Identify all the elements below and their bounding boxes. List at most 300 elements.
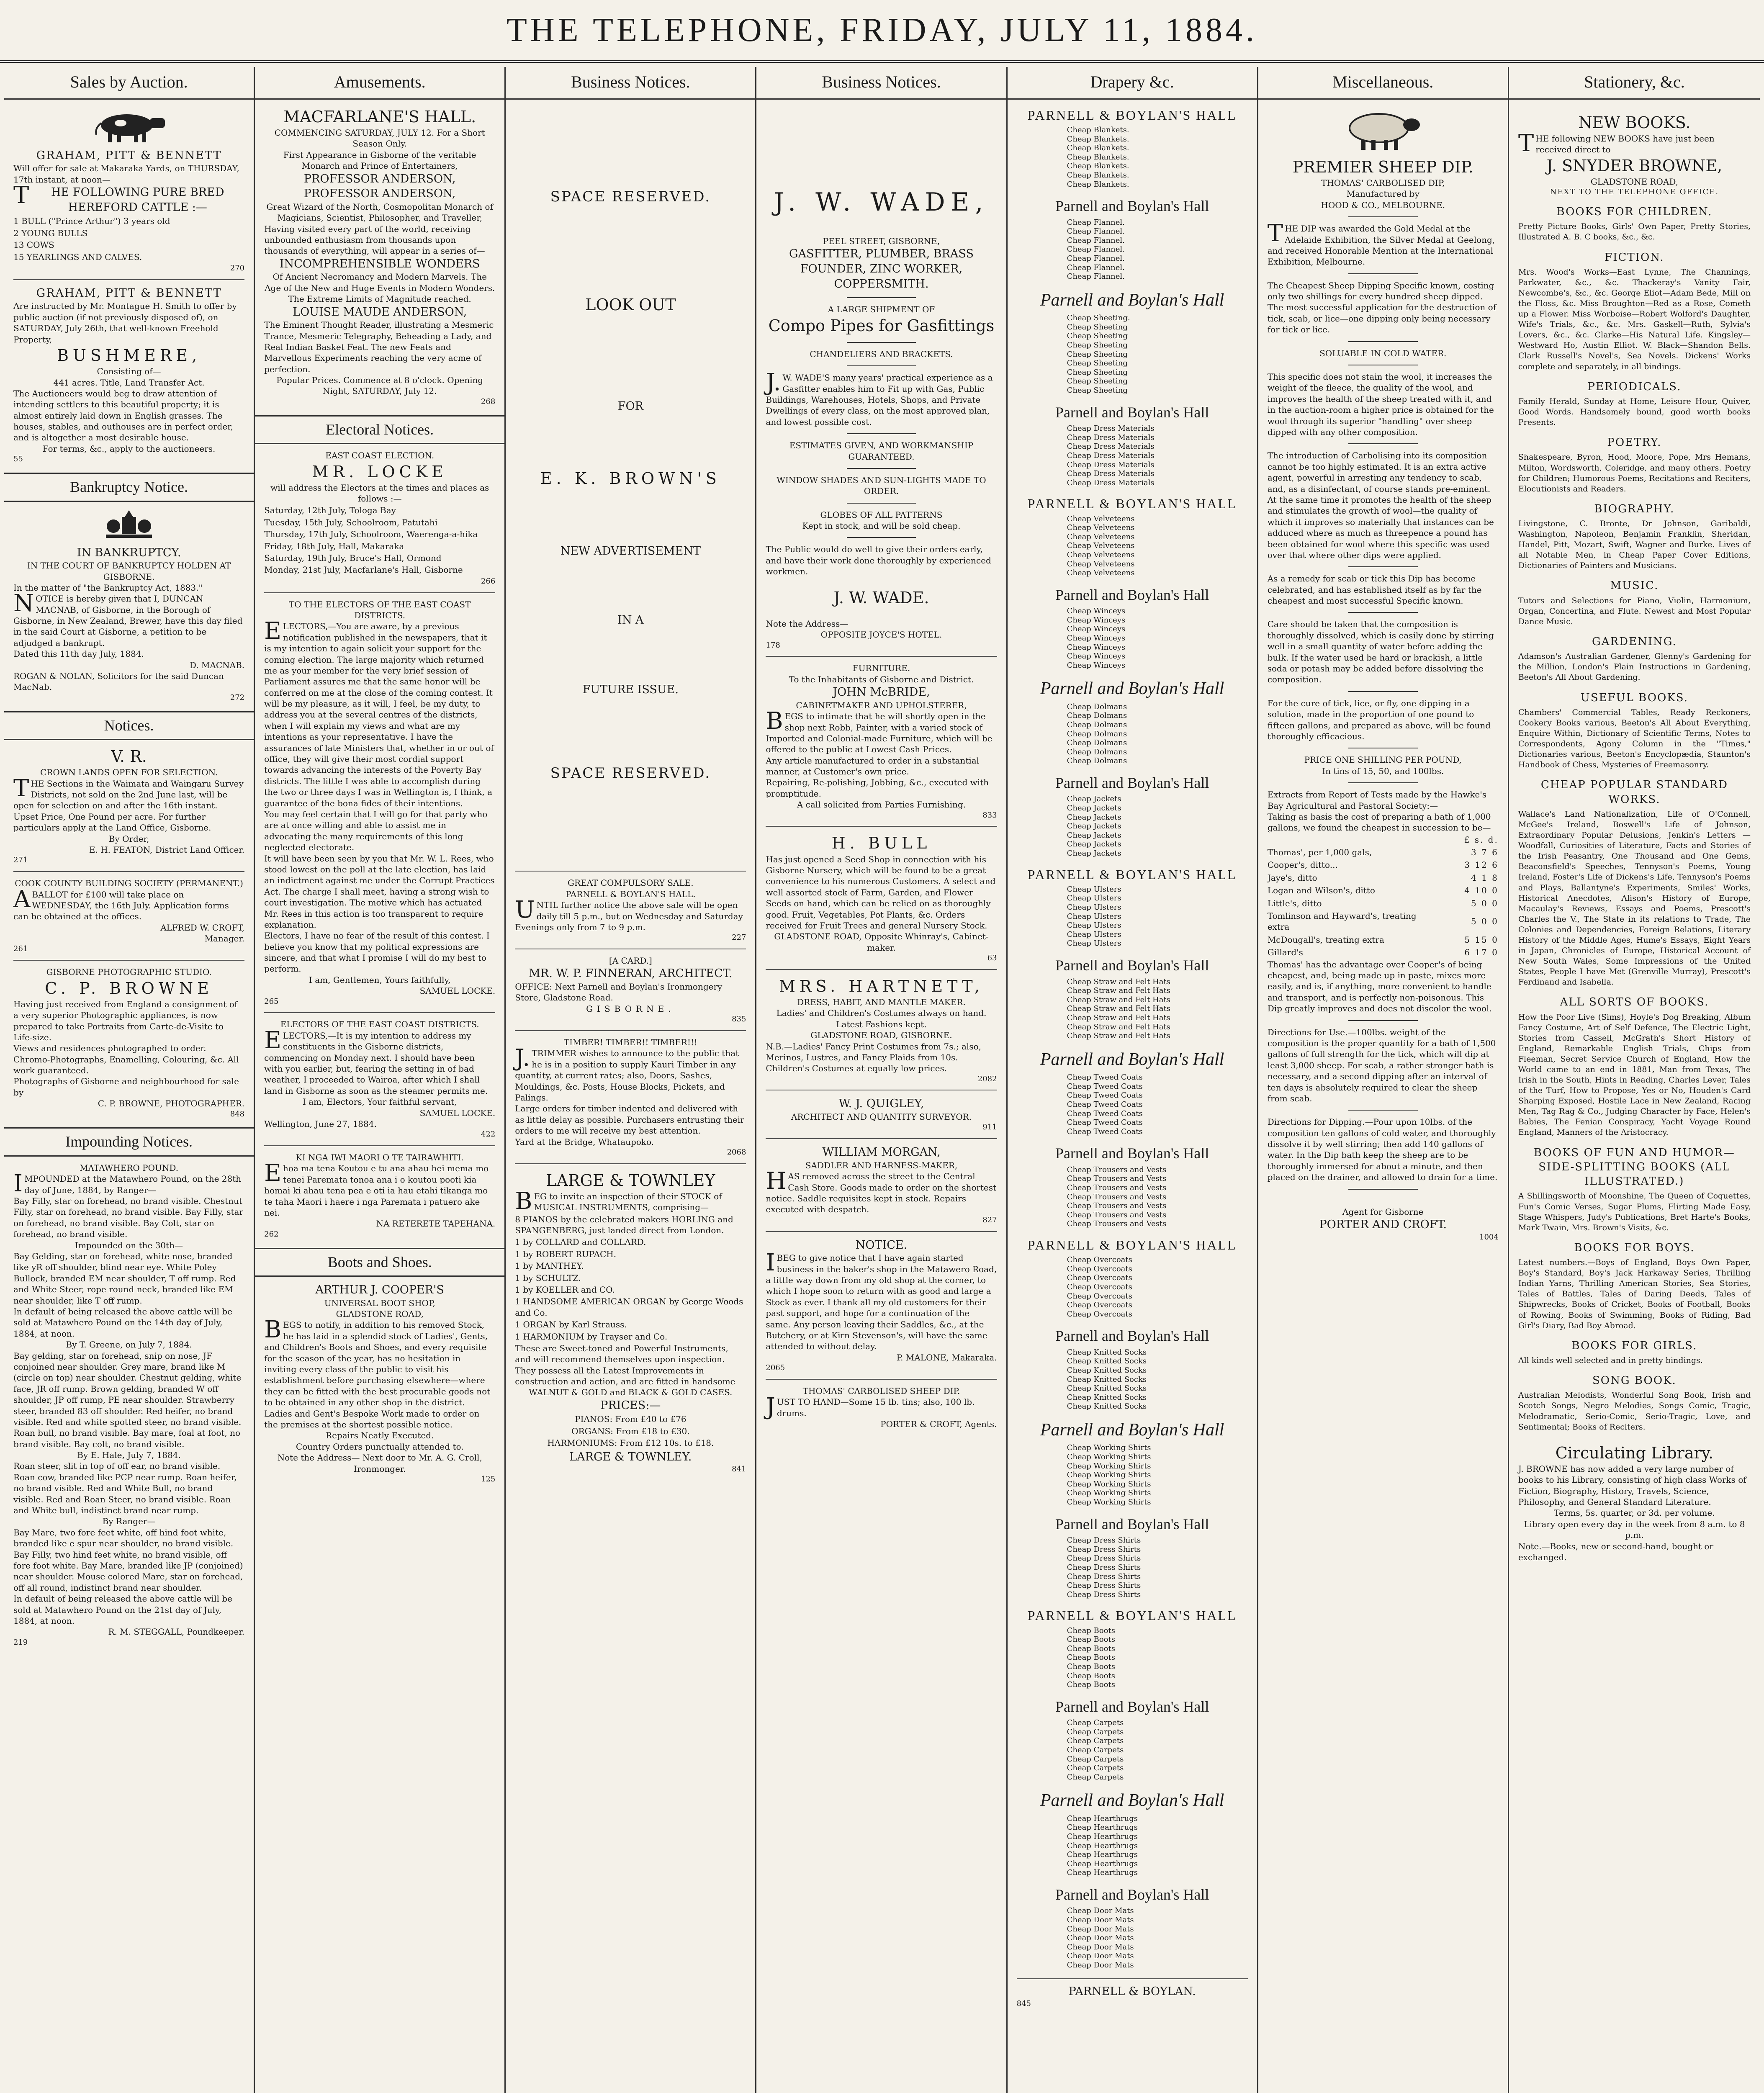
list-item: Cheap Dress Shirts xyxy=(1067,1554,1141,1563)
list-item: Cheap Dress Materials xyxy=(1067,478,1155,487)
drapery-group-title: Parnell and Boylan's Hall xyxy=(1040,679,1224,699)
drapery-group-title: PARNELL & BOYLAN'S HALL xyxy=(1027,867,1237,882)
page-columns xyxy=(4,67,1760,2093)
list-item: Cheap Ulsters xyxy=(1067,885,1121,894)
drapery-items xyxy=(1067,1073,1248,1136)
list-item: Cheap Trousers and Vests xyxy=(1067,1174,1167,1183)
list-item: Cheap Dolmans xyxy=(1067,738,1127,748)
book-genre-list: Livingstone, C. Bronte, Dr Johnson, Garibaldi, Washington, Napoleon, Benjamin Franklin, Sheridan, Handel, Pitt, Mozart, Swift, Wagner and Burke. Lives of all Notable Men, in Cheap Paper Cover Editions, Dictionaries of Painters and Musicians. xyxy=(1518,519,1751,571)
list-item: Cheap Jackets xyxy=(1067,813,1121,822)
list-item: Cheap Overcoats xyxy=(1067,1309,1132,1319)
space-reserved: SPACE RESERVED. xyxy=(550,188,711,205)
impound-default: In default of being released the above cattle will be sold at Matawhero Pound on the 14th day of July, 1884, at noon. xyxy=(13,1306,232,1339)
brown-look-out: LOOK OUT xyxy=(585,295,676,314)
dip-cost-table xyxy=(1268,833,1499,959)
card-label: [A CARD.] xyxy=(609,956,652,966)
letter-heading: ELECTORS OF THE EAST COAST DISTRICTS. xyxy=(280,1019,479,1030)
list-item: Cheap Flannel. xyxy=(1067,272,1125,281)
quigley-ad xyxy=(766,1090,997,1132)
drapery-group xyxy=(1017,677,1248,766)
list-item: Cheap Dress Shirts xyxy=(1067,1572,1141,1581)
list-item: Friday, 18th July, Hall, Makaraka xyxy=(264,541,404,551)
divider xyxy=(1348,273,1418,274)
dip-dipping: Directions for Dipping.—Pour upon 10lbs. of the composition ten gallons of cold water, and thoroughly dissolve it by well stirring; then add 140 gallons of water. In the Dip bath keep the sheep are to be thoroughly immersed for about a minute, and then placed on the drainer, and allowed to drain for a time. xyxy=(1267,1117,1498,1183)
book-genre-heading: BOOKS FOR BOYS. xyxy=(1574,1241,1695,1254)
books-intro: THE following NEW BOOKS have just been received direct to xyxy=(1518,129,1715,157)
auctioneer-firm: GRAHAM, PITT & BENNETT xyxy=(36,149,222,162)
list-item: Cheap Velveteens xyxy=(1067,523,1135,532)
show-prices: Popular Prices. Commence at 8 o'clock. Opening Night, SATURDAY, July 12. xyxy=(276,375,483,396)
poundkeeper: R. M. STEGGALL, Poundkeeper. xyxy=(108,1627,245,1637)
performer-name: PROFESSOR ANDERSON, xyxy=(303,187,456,201)
list-item: Cheap Working Shirts xyxy=(1067,1471,1151,1480)
studio-body: Having just received from England a consignment of a very superior Photographic appliances, is now prepared to take Portraits from Carte-de-Visite to Life-size. xyxy=(13,999,238,1042)
list-item: Cheap Sheeting xyxy=(1067,350,1128,359)
list-item: Cheap Carpets xyxy=(1067,1727,1124,1736)
lt-name: LARGE & TOWNLEY xyxy=(546,1171,715,1190)
impound-by: By Ranger— xyxy=(102,1516,156,1527)
drapery-items xyxy=(1067,1718,1248,1782)
book-genre-list: Family Herald, Sunday at Home, Leisure Hour, Quiver, Good Words. Handsomely bound, good worth books Presents. xyxy=(1518,396,1751,427)
ad-ref: 270 xyxy=(230,264,245,273)
table-cell: 4 1 8 xyxy=(1471,872,1499,883)
list-item: Cheap Flannel. xyxy=(1067,227,1125,236)
impound-intro: IMPOUNDED at the Matawhero Pound, on the 28th day of June, 1884, by Ranger— xyxy=(13,1170,242,1198)
impound-default: In default of being released the above cattle will be sold at Matawhero Pound on the 21st day of July, 1884, at noon. xyxy=(13,1594,232,1626)
list-item: Cheap Overcoats xyxy=(1067,1273,1132,1283)
dip-remedy: As a remedy for scab or tick this Dip has become celebrated, and has established itself as by far the cheapest and most successful Specific known. xyxy=(1267,573,1482,606)
pound-name: MATAWHERO POUND. xyxy=(80,1162,179,1173)
list-item: Cheap Dress Shirts xyxy=(1067,1590,1141,1599)
list-item: PIANOS: From £40 to £76 xyxy=(575,1414,687,1424)
book-genre-list: Latest numbers.—Boys of England, Boys Own Paper, Boy's Standard, Boy's Jack Harkaway Series, Thrilling Indian Yarns, Thrilling American Stories, Sea Stories, Tales of Battles, Tales of Daring Deeds, Tales of Shipwrecks, Books of Cricket, Books of Football, Books of Rowing, Books of Swimming, Books of Riding, Bad Girl's Diary, Bad Boy Abroad. xyxy=(1518,1258,1751,1330)
list-item: Cheap Dress Materials xyxy=(1067,442,1155,451)
studio-sign: C. P. BROWNE, PHOTOGRAPHER. xyxy=(98,1098,245,1109)
list-item: HARMONIUMS: From £12 10s. to £18. xyxy=(547,1438,714,1448)
drapery-items xyxy=(1067,1165,1248,1229)
drapery-group-title: Parnell and Boylan's Hall xyxy=(1055,404,1209,421)
list-item: Cheap Dress Materials xyxy=(1067,451,1155,460)
dressmaker-ad xyxy=(766,969,997,1084)
list-item: Cheap Door Mats xyxy=(1067,1934,1134,1943)
list-item: Cheap Door Mats xyxy=(1067,1961,1134,1970)
wade-ad xyxy=(766,106,997,651)
shop-name: UNIVERSAL BOOT SHOP, xyxy=(324,1298,435,1308)
drapery-group xyxy=(1017,1326,1248,1411)
column-heading: Sales by Auction. xyxy=(4,67,254,100)
book-genre-list: All kinds well selected and in pretty bindings. xyxy=(1518,1355,1703,1365)
list-item: Cheap Carpets xyxy=(1067,1736,1124,1746)
drapery-items xyxy=(1067,1626,1248,1689)
ad-ref: 841 xyxy=(732,1465,746,1474)
table-cell: Jaye's, ditto xyxy=(1267,872,1317,883)
dressmaker-nb: N.B.—Ladies' Fancy Print Costumes from 7s.; also, Merinos, Lustres, and Fancy Plaids from 10s. Children's Costumes at equally low prices. xyxy=(766,1041,981,1074)
list-item: Cheap Working Shirts xyxy=(1067,1498,1151,1507)
show-wonders-body: Of Ancient Necromancy and Modern Marvels. The Age of the New and Huge Events in Modern Wonders. The Extreme Limits of Magnitude reached. xyxy=(265,272,495,304)
drapery-items xyxy=(1067,424,1248,487)
dip-manufactured: Manufactured by xyxy=(1346,189,1419,199)
impound-items: Bay Gelding, star on forehead, white nose, branded like yR off shoulder, blind near eye. White Poley Bullock, branded EM near shoulder, T off rump. Red and White Steer, rope round neck, branded like EM near shoulder, like T off rump. xyxy=(13,1251,236,1306)
divider xyxy=(1348,691,1418,692)
malone-notice xyxy=(766,1231,997,1373)
society-title: COOK COUNTY BUILDING SOCIETY (PERMANENT.) xyxy=(15,878,243,889)
table-cell: 3 12 6 xyxy=(1464,860,1499,870)
maori-heading: KI NGA IWI MAORI O TE TAIRAWHITI. xyxy=(296,1152,464,1163)
dip-advantage: Thomas' has the advantage over Cooper's of being cheapest, and, being made up in paste, mixes more easily, and is, if anything, more convenient to handle and transport, and is perfectly non-poisonous. This Dip greatly improves and does not discolor the wool. xyxy=(1267,959,1492,1014)
crown-lands-notice xyxy=(13,746,244,865)
ad-ref: 219 xyxy=(13,1638,28,1647)
dip-directions: Directions for Use.—100lbs. weight of the composition is the proper quantity for a bath of 1,500 gallons of full strength for the tick, which will dip at least 3,000 sheep. For scab, a rather stronger bath is necessary, and a second dipping after an interval of ten days is absolutely required to clear the sheep from scab. xyxy=(1267,1027,1496,1103)
list-item: Cheap Overcoats xyxy=(1067,1301,1132,1310)
wade-windows: WINDOW SHADES AND SUN-LIGHTS MADE TO ORDER. xyxy=(777,475,986,496)
list-item: Cheap Velveteens xyxy=(1067,568,1135,578)
ad-ref: 262 xyxy=(264,1229,279,1239)
ad-ref: 63 xyxy=(987,954,997,963)
divider xyxy=(847,537,916,538)
drapery-items xyxy=(1067,1536,1248,1599)
book-genre-heading: FICTION. xyxy=(1605,251,1664,264)
drapery-group-title: Parnell and Boylan's Hall xyxy=(1040,1420,1224,1440)
drapery-group xyxy=(1017,1697,1248,1782)
maori-notice xyxy=(264,1145,495,1239)
list-item: Cheap Dress Shirts xyxy=(1067,1536,1141,1545)
locke-schedule-ad xyxy=(264,450,495,586)
furniture-to: To the Inhabitants of Gisborne and District. xyxy=(789,674,974,684)
architect-place: GISBORNE. xyxy=(586,1003,675,1014)
impound-items: Bay gelding, star on forehead, snip on nose, JF conjoined near shoulder. Grey mare, brand like M (circle on top) near shoulder. Chestnut gelding, white face, JR off rump. Brown gelding, branded W off shoulder, JP off rump, PE near shoulder. Strawberry steer, branded 83 off shoulder. Red heifer, no brand visible. Red and white spotted steer, no brand visible. Roan bull, no brand visible. Bay mare, foal at foot, no brand visible. Bay colt, no brand visible. xyxy=(13,1350,242,1449)
table-cell: Thomas', per 1,000 gals, xyxy=(1267,847,1372,858)
table-cell: 3 7 6 xyxy=(1471,847,1499,858)
seed-body: Has just opened a Seed Shop in connection with his Gisborne Nursery, which will be found to be a great convenience to his numerous Customers. A select and well assorted stock of Farm, Garden, and Flower Seeds on hand, which can be relied on as thoroughly good. Fruit, Vegetables, Pot Plants, &c. Orders received for Fruit Trees and general Nursery Stock. xyxy=(766,854,996,931)
divider xyxy=(847,342,916,343)
candidate-name: MR. LOCKE xyxy=(312,462,447,481)
lt-instruments xyxy=(515,1214,746,1342)
ad-ref: 272 xyxy=(230,693,245,702)
list-item: Cheap Winceys xyxy=(1067,615,1126,625)
table-cell: 4 10 0 xyxy=(1464,885,1499,896)
impound-items: Bay Mare, two fore feet white, off hind foot white, branded like e spur near shoulder, no brand visible. Bay Filly, two hind feet white, no brand visible, off fore foot white. Bay Mare, branded like JP (conjoined) near shoulder. Mouse colored Mare, star on forehead, off all round, indistinct brand near shoulder. xyxy=(13,1527,243,1593)
performer-name: PROFESSOR ANDERSON, xyxy=(303,172,456,185)
brown-name: E. K. BROWN'S xyxy=(540,469,721,488)
drapery-items xyxy=(1067,977,1248,1041)
list-item: Cheap Carpets xyxy=(1067,1772,1124,1782)
list-item: 1 by KOELLER and CO. xyxy=(515,1284,615,1295)
performer-title: Great Wizard of the North, Cosmopolitan Monarch of Magicians, Scientist, Philosopher, and Traveller, xyxy=(266,201,493,223)
list-item: Monday, 21st July, Macfarlane's Hall, Gisborne xyxy=(264,565,463,575)
letter-heading: TO THE ELECTORS OF THE EAST COAST DISTRICTS. xyxy=(288,599,471,620)
quigley-trade: ARCHITECT AND QUANTITY SURVEYOR. xyxy=(791,1112,972,1122)
list-item: Cheap Door Mats xyxy=(1067,1952,1134,1961)
anderson-show-ad xyxy=(264,106,495,407)
list-item: Cheap Trousers and Vests xyxy=(1067,1201,1167,1211)
dip-cure: For the cure of tick, lice, or fly, one dipping in a solution, made in the proportion of one pound to fifteen gallons, and prepared as above, will be found thoroughly efficacious. xyxy=(1267,698,1491,741)
list-item: Cheap Sheeting xyxy=(1067,332,1128,341)
brown-future: FUTURE ISSUE. xyxy=(582,683,679,696)
schedule-list xyxy=(264,505,495,575)
book-genre-list: How the Poor Live (Sims), Hoyle's Dog Breaking, Album Fancy Costume, Art of Self Defence, The Electric Light, Stories from Cassell, McGrath's Short History of England, Remarkable English Trials, Chips from Fleeman, Secret Service Church of England, How the World came to an end in 1881, Man from Texas, The Irish in the South, Hints in Reading, Charles Lever, Tales of the Turf, How to Propose, Yes or No, Houden's Card Sharping Exposed, Hostile Lace in New Zealand, Racing Men, Tag Rag & Co., Judging Character by Face, Helen's Babies, The Fenian Conspiracy, Yacht Voyage Round England, Manners of the Aristocracy. xyxy=(1518,1012,1751,1137)
table-cell: Logan and Wilson's, ditto xyxy=(1267,885,1375,896)
dip-extracts: Extracts from Report of Tests made by the Hawke's Bay Agricultural and Pastoral Society:— xyxy=(1267,789,1486,811)
list-item: Cheap Ulsters xyxy=(1067,894,1121,903)
drapery-group-title: Parnell and Boylan's Hall xyxy=(1055,1515,1209,1532)
auction-intro: Will offer for sale at Makaraka Yards, on THURSDAY, 17th instant, at noon— xyxy=(13,163,239,185)
list-item: Cheap Overcoats xyxy=(1067,1282,1132,1291)
wade-globes: GLOBES OF ALL PATTERNS xyxy=(820,509,943,520)
dip-cheapest: The Cheapest Sheep Dipping Specific known, costing only two shillings for every hundred sheep dipped. The most successful application for the destruction of tick, scab, or lice—one dipping only being necessary for tick or lice. xyxy=(1267,280,1497,335)
column-amusements xyxy=(255,67,506,2093)
bookseller-next: NEXT TO THE TELEPHONE OFFICE. xyxy=(1550,188,1719,197)
maori-body: Ehoa ma tena Koutou e tu ana ahau hei mema mo tenei Paremata tonoa ana i o koutou pooti kia homai ki ahau tena pea e oti ia hau etahi tikanga mo te taha Maori i haere i nga Paremata i patuero ake nei. xyxy=(264,1160,489,1218)
dressmaker-name: MRS. HARTNETT, xyxy=(779,977,984,995)
list-item: Cheap Straw and Felt Hats xyxy=(1067,1004,1170,1013)
list-item: Cheap Winceys xyxy=(1067,607,1126,616)
list-item: Cheap Trousers and Vests xyxy=(1067,1192,1167,1201)
list-item: Cheap Jackets xyxy=(1067,849,1121,858)
drapery-group xyxy=(1017,1048,1248,1136)
architect-name: MR. W. P. FINNERAN, ARCHITECT. xyxy=(529,967,733,980)
list-item: Cheap Knitted Socks xyxy=(1067,1393,1147,1402)
table-row xyxy=(1268,846,1499,859)
list-item: Cheap Dress Shirts xyxy=(1067,1563,1141,1572)
wade-compo: Compo Pipes for Gasfittings xyxy=(768,316,995,335)
list-item: 8 PIANOS by the celebrated makers HORLING and SPANGENBERG, just landed direct from London. xyxy=(515,1214,733,1235)
ad-ref: 268 xyxy=(481,397,496,406)
list-item: Cheap Flannel. xyxy=(1067,218,1125,227)
royal-cipher: V. R. xyxy=(111,747,147,766)
impound-items: Roan steer, slit in top of off ear, no brand visible. Roan cow, branded like PCP near rump. Roan heifer, no brand visible. Red and White Bull, no brand visible. Red and Roan Steer, no brand visible. Roan and White bull, indistinct brand near rump. xyxy=(13,1461,237,1516)
saddler-ad xyxy=(766,1138,997,1225)
list-item: Cheap Winceys xyxy=(1067,652,1126,661)
dip-soluble: SOLUABLE IN COLD WATER. xyxy=(1319,348,1447,358)
list-item: Cheap Sheeting xyxy=(1067,359,1128,368)
book-genre-list: Tutors and Selections for Piano, Violin, Harmonium, Organ, Concertina, and Flute. Newest and Most Popular Dance Music. xyxy=(1518,596,1751,626)
dip-agent: Agent for Gisborne xyxy=(1342,1206,1424,1217)
list-item: Cheap Tweed Coats xyxy=(1067,1109,1143,1118)
list-item: Cheap Working Shirts xyxy=(1067,1489,1151,1498)
lt-price-list xyxy=(515,1414,746,1448)
list-item: Cheap Flannel. xyxy=(1067,263,1125,272)
letter-body: ELECTORS,—You are aware, by a previous notification published in the newspapers, that it is my intention to again solicit your support for the coming election. The large majority which returned me as your member for the very brief session of Parliament assures me that the same honor will be conferred on me at the close of the coming contest. It will be my pleasure, as it will, I feel, be my duty, to address you at the several centres of the districts, when I will explain my views and what are my intentions as your representative. I have the assurances of late Ministers that, whether in or out of office, they will give their most cordial support towards advancing the interests of the Poverty Bay districts. The little I was able to accomplish during the two or three days I was in Wellington is, I think, a guarantee of the bona fides of their intentions. xyxy=(264,617,494,808)
letter-body: It will have been seen by you that Mr. W. L. Rees, who stood lowest on the poll at the late election, has laid an indictment against me under the Corrupt Practices Act. The charge I shall meet, having a strong wish to court investigation. The motive which has actuated Mr. Rees in this action is too transparent to require explanation. xyxy=(264,853,495,930)
column-business-notices-1 xyxy=(506,67,756,2093)
newspaper-title: THE TELEPHONE, FRIDAY, JULY 11, 1884. xyxy=(507,11,1257,49)
ad-ref: 271 xyxy=(13,856,28,865)
book-genre-heading: BOOKS FOR GIRLS. xyxy=(1571,1339,1697,1352)
list-item: Tuesday, 15th July, Schoolroom, Patutahi xyxy=(264,517,438,527)
table-cell: Gillard's xyxy=(1267,947,1303,958)
furniture-body: BEGS to intimate that he will shortly open in the shop next Robb, Painter, with a varied stock of Imported and Colonial-made Furniture, which will be offered to the public at Lowest Cash Prices. xyxy=(766,707,993,755)
list-item: Saturday, 12th July, Tologa Bay xyxy=(264,505,396,516)
locke-letter-2 xyxy=(264,1012,495,1139)
list-item: Cheap Straw and Felt Hats xyxy=(1067,977,1170,986)
list-item: Cheap Straw and Felt Hats xyxy=(1067,1031,1170,1041)
letter-dated: Wellington, June 27, 1884. xyxy=(264,1118,377,1129)
furniture-body-2: Any article manufactured to order in a substantial manner, at Customer's own price. xyxy=(766,755,980,777)
list-item: 1 HANDSOME AMERICAN ORGAN by George Woods and Co. xyxy=(515,1296,743,1318)
show-commencing: COMMENCING SATURDAY, JULY 12. For a Short Season Only. xyxy=(274,127,485,149)
bankruptcy-notice xyxy=(13,508,244,703)
shop-country: Country Orders punctually attended to. xyxy=(296,1441,464,1452)
list-item: Cheap Dress Materials xyxy=(1067,460,1155,469)
drapery-list xyxy=(1017,106,1248,1970)
drapery-group-title: Parnell and Boylan's Hall xyxy=(1055,1886,1209,1903)
divider xyxy=(1348,341,1418,342)
list-item: Cheap Dolmans xyxy=(1067,720,1127,729)
timber-body-2: Large orders for timber indented and delivered with as little delay as possible. Purchasers entrusting their orders to me will receive my best attention. xyxy=(515,1103,744,1136)
list-item: Cheap Overcoats xyxy=(1067,1291,1132,1301)
list-item: Saturday, 19th July, Bruce's Hall, Ormond xyxy=(264,553,442,563)
book-genre-heading: CHEAP POPULAR STANDARD WORKS. xyxy=(1540,779,1728,806)
book-genre-list: Pretty Picture Books, Girls' Own Paper, Pretty Stories, Illustrated A. B. C books, &c., &c. xyxy=(1518,222,1751,242)
list-item: Cheap Sheeting xyxy=(1067,341,1128,350)
notice-sign: P. MALONE, Makaraka. xyxy=(896,1352,997,1363)
property-acres: 441 acres. Title, Land Transfer Act. xyxy=(53,377,205,388)
royal-crest-icon xyxy=(13,508,244,541)
drapery-group xyxy=(1017,773,1248,858)
divider xyxy=(1348,612,1418,613)
list-item: Cheap Dolmans xyxy=(1067,747,1127,756)
ad-ref: 266 xyxy=(481,576,496,586)
list-item: Cheap Door Mats xyxy=(1067,1906,1134,1916)
list-item: Cheap Sheeting xyxy=(1067,322,1128,332)
divider xyxy=(1348,566,1418,567)
furniture-trade: CABINETMAKER AND UPHOLSTERER, xyxy=(796,700,967,710)
book-genre-heading: SONG BOOK. xyxy=(1592,1374,1677,1387)
drapery-group-title: Parnell and Boylan's Hall xyxy=(1040,290,1224,310)
list-item: 1 by COLLARD and COLLARD. xyxy=(515,1237,646,1247)
brown-in-a: IN A xyxy=(617,614,644,627)
divider xyxy=(847,468,916,469)
list-item: Cheap Carpets xyxy=(1067,1745,1124,1754)
crown-by-order: By Order, xyxy=(108,833,149,844)
studio-body-2: Views and residences photographed to order. Chromo-Photographs, Enamelling, Colouring, &c. All work guaranteed. xyxy=(13,1043,239,1076)
bankruptcy-court: IN THE COURT OF BANKRUPTCY HOLDEN AT GISBORNE. xyxy=(27,561,231,582)
book-genre-list: Wallace's Land Nationalization, Life of O'Connell, McGee's Ireland, Boswell's Life of Johnson, Extraordinary Popular Delusions, Jenkin's Letters — Woodfall, Curiosities of Literature, Facts and Stories of the Irish Peasantry, One Thousand and One Gems, Beaconsfield's Speeches, Tennyson's Poems, Young Ireland, Foster's Life of Dickens's Life, Tennyson's Poems and Plays, Ballantyne's Experiments, Smiles' Works, Historical Anecdotes, Alison's History of Europe, Macaulay's Reviews, Essays and Poems, Prescott's Charles the V., The State in its relations to Trade, The Colonies and Dependencies, Foreign Relations, Literary History of the Middle Ages, Hume's Essays, Eight Years in Japan, Chronicles of Europe, Historical Account of New South Wales, Some Impressions of the United States, People I have Met (Grenville Murray), Prescott's Ferdinand and Isabella. xyxy=(1518,809,1751,987)
drapery-items xyxy=(1067,885,1248,948)
auction-instructed: Are instructed by Mr. Montague H. Smith to offer by public auction (if not previously disposed of), on SATURDAY, July 26th, that well-known Freehold Property, xyxy=(13,301,237,345)
drapery-items xyxy=(1067,314,1248,395)
impound-by: By T. Greene, on July 7, 1884. xyxy=(66,1340,192,1350)
auction-lots xyxy=(13,216,244,262)
dip-taking: Taking as basis the cost of preparing a bath of 1,000 gallons, we found the cheapest in succession to be— xyxy=(1267,811,1491,833)
drapery-items xyxy=(1067,795,1248,858)
drapery-items xyxy=(1067,218,1248,281)
drapery-group xyxy=(1017,866,1248,948)
book-genre-heading: BOOKS FOR CHILDREN. xyxy=(1556,206,1713,219)
dressmaker-body: Ladies' and Children's Costumes always on hand. Latest Fashions kept. xyxy=(776,1008,987,1029)
list-item: Cheap Tweed Coats xyxy=(1067,1082,1143,1091)
column-sales-by-auction xyxy=(4,67,255,2093)
auction-cattle-ad xyxy=(13,106,244,273)
list-item: Cheap Carpets xyxy=(1067,1754,1124,1764)
drapery-items xyxy=(1067,1348,1248,1411)
letter-close: I am, Gentlemen, Yours faithfully, xyxy=(309,975,451,985)
table-row xyxy=(1268,933,1499,946)
dip-product: THOMAS' CARBOLISED DIP, xyxy=(1321,177,1445,188)
divider xyxy=(1348,443,1418,444)
list-item: Cheap Carpets xyxy=(1067,1764,1124,1773)
list-item: Cheap Flannel. xyxy=(1067,254,1125,263)
list-item: Cheap Dolmans xyxy=(1067,702,1127,711)
list-item: Cheap Velveteens xyxy=(1067,559,1135,568)
society-body: ABALLOT for £100 will take place on WEDNESDAY, the 16th July. Application forms can be obtained at the offices. xyxy=(13,885,229,922)
list-item: Cheap Velveteens xyxy=(1067,550,1135,559)
list-item: Cheap Door Mats xyxy=(1067,1942,1134,1952)
library-title: Circulating Library. xyxy=(1555,1443,1714,1462)
drapery-items xyxy=(1067,1906,1248,1970)
boot-shop-ad xyxy=(264,1283,495,1484)
table-cell: 5 15 0 xyxy=(1464,934,1499,945)
bankruptcy-title: IN BANKRUPTCY. xyxy=(77,546,181,559)
list-item: Cheap Winceys xyxy=(1067,661,1126,670)
brown-new-ad: NEW ADVERTISEMENT xyxy=(560,544,701,558)
list-item: Cheap Jackets xyxy=(1067,795,1121,804)
drapery-group xyxy=(1017,1236,1248,1319)
books-title: NEW BOOKS. xyxy=(1578,113,1691,132)
list-item: 1 by ROBERT RUPACH. xyxy=(515,1249,617,1259)
election-title: EAST COAST ELECTION. xyxy=(325,450,435,461)
list-item: Cheap Knitted Socks xyxy=(1067,1366,1147,1375)
list-item: Cheap Straw and Felt Hats xyxy=(1067,1013,1170,1022)
drapery-group-title: Parnell and Boylan's Hall xyxy=(1040,1791,1224,1810)
bookseller-name: J. SNYDER BROWNE, xyxy=(1546,156,1723,175)
letter-close: I am, Electors, Your faithful servant, xyxy=(302,1097,457,1107)
table-cell: Cooper's, ditto... xyxy=(1267,860,1338,870)
crown-body: THE Sections in the Waimata and Waingaru Survey Districts, not sold on the 2nd June last, will be open for selection on and after the 16th instant. Upset Price, One Pound per acre. For further particulars apply at the Land Office, Gisborne. xyxy=(13,774,244,833)
ad-ref: 178 xyxy=(766,640,780,650)
premier-sheep-dip-ad xyxy=(1268,106,1499,1242)
dip-body: JUST TO HAND—Some 15 lb. tins; also, 100 lb. drums. xyxy=(766,1393,975,1421)
furniture-name: JOHN McBRIDE, xyxy=(833,686,930,699)
list-item: Cheap Boots xyxy=(1067,1671,1115,1680)
letter-body: Electors, I have no fear of the result of this contest. I believe you know that my political expressions are sincere, and that what I promise I will do my best to perform. xyxy=(264,931,490,974)
drapery-group-title: Parnell and Boylan's Hall xyxy=(1055,957,1209,974)
list-item: Cheap Sheeting xyxy=(1067,386,1128,395)
column-stationery xyxy=(1509,67,1760,2093)
ad-ref: 422 xyxy=(481,1130,496,1139)
impound-date: Impounded on the 30th— xyxy=(75,1240,183,1250)
drapery-group-title: PARNELL & BOYLAN'S HALL xyxy=(1027,1608,1237,1623)
list-item: 1 by SCHULTZ. xyxy=(515,1273,581,1283)
list-item: Cheap Working Shirts xyxy=(1067,1479,1151,1489)
list-item: Cheap Blankets. xyxy=(1067,126,1129,135)
drapery-group xyxy=(1017,1607,1248,1689)
list-item: Cheap Straw and Felt Hats xyxy=(1067,1022,1170,1031)
bankruptcy-dated: Dated this 11th day July, 1884. xyxy=(13,649,144,659)
drapery-items xyxy=(1067,1443,1248,1507)
crown-officer: E. H. FEATON, District Land Officer. xyxy=(89,844,245,855)
studio-owner: C. P. BROWNE xyxy=(45,979,213,998)
property-consisting: Consisting of— xyxy=(97,366,161,377)
list-item: Cheap Sheeting xyxy=(1067,368,1128,377)
column-heading: Amusements. xyxy=(255,67,504,100)
list-item: Cheap Trousers and Vests xyxy=(1067,1210,1167,1219)
letter-sign: SAMUEL LOCKE. xyxy=(419,1108,496,1118)
large-townley-ad xyxy=(515,1163,746,1474)
wade-body: J.W. WADE'S many years' practical experience as a Gasfitter enables him to Fit up with Gas, Public Buildings, Warehouses, Hotels, Shops, and Private Dwellings of every class, on the most approved plan, and lowest possible cost. xyxy=(766,369,993,427)
impound-by: By E. Hale, July 7, 1884. xyxy=(77,1450,181,1460)
shop-owner: ARTHUR J. COOPER'S xyxy=(315,1283,444,1297)
list-item: Cheap Straw and Felt Hats xyxy=(1067,995,1170,1004)
wade-street: PEEL STREET, GISBORNE, xyxy=(823,236,940,246)
list-item: Cheap Door Mats xyxy=(1067,1916,1134,1925)
list-item: Cheap Blankets. xyxy=(1067,134,1129,144)
list-item: Cheap Knitted Socks xyxy=(1067,1384,1147,1393)
dip-care: Care should be taken that the composition is thoroughly dissolved, which is easily done by stirring well in a small quantity of water before adding the bulk. If the water used be hard or brackish, a little soda or potash may be added before dissolving the composition. xyxy=(1267,619,1494,685)
list-item: Cheap Dolmans xyxy=(1067,711,1127,720)
column-heading: Miscellaneous. xyxy=(1258,67,1508,100)
wade-trade: GASFITTER, PLUMBER, BRASS xyxy=(789,247,974,261)
